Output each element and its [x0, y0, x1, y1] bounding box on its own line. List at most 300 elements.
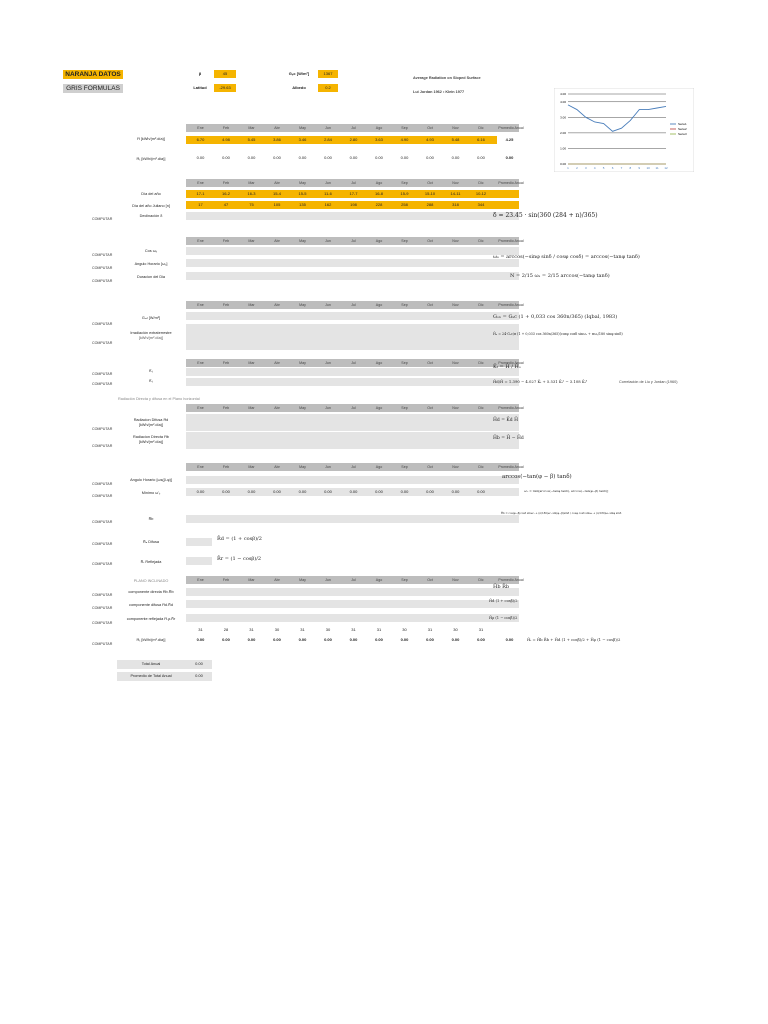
month-value-cell: 31: [427, 627, 433, 632]
month-value-cell: 3.63: [375, 137, 383, 142]
month-value-cell: 0.00: [273, 489, 281, 494]
month-header-jul: Jul: [351, 406, 356, 410]
month-header-oct: Oct: [427, 406, 433, 410]
month-header-dic: Dic: [478, 181, 484, 185]
hd-correlation-formula: H̄d/H̄ = 1.390 − 4.027 K̄ₜ + 5.531 K̄ₜ² − 3.108 K̄ₜ³: [493, 379, 588, 384]
month-header-jul: Jul: [351, 239, 356, 243]
ws-formula: ωₛ = arccos(−sinφ sinδ / cosφ cosδ) = arccos(−tanφ tanδ): [493, 254, 640, 260]
month-header-row-7: [186, 463, 524, 471]
month-value-cell: 0.00: [451, 489, 460, 494]
angulo-beta-row: [186, 476, 519, 484]
computar-label: COMPUTAR: [92, 279, 113, 283]
month-value-cell: 0.00: [196, 155, 205, 160]
rb-row: [186, 515, 519, 523]
componente-reflejada-label: componente reflejada H̄.ρ.R̄r: [126, 617, 176, 621]
gon-row: [186, 312, 519, 320]
month-value-cell: 0.00: [298, 637, 307, 642]
computar-label: COMPUTAR: [92, 482, 113, 486]
month-value-cell: 0.00: [247, 489, 256, 494]
beta-label: β: [198, 71, 202, 76]
month-header-jun: Jun: [325, 406, 331, 410]
month-value-cell: 0.00: [298, 489, 307, 494]
rd-cell: [186, 538, 212, 546]
month-header-abr: Abr: [274, 181, 280, 185]
month-value-cell: 288: [426, 202, 434, 207]
kt-formula: K̄ₜ = H̄ / H̄ₒ: [493, 364, 521, 370]
x-tick-label: 6: [611, 166, 614, 170]
correlation-note: Correlación de Liu y Jordan (1960): [619, 380, 678, 384]
month-value-cell: 0.00: [451, 637, 460, 642]
month-header-jun: Jun: [325, 239, 331, 243]
computar-label: COMPUTAR: [92, 253, 113, 257]
month-header-dic: Dic: [478, 126, 484, 130]
month-value-cell: 4.93: [426, 137, 434, 142]
cos-ws-row: [186, 247, 519, 255]
month-header-oct: Oct: [427, 303, 433, 307]
declinacion-label: Declinación δ: [139, 214, 163, 218]
radiacion-horizontal-title: Radiación Directa y difusa en el Plano horizontal: [118, 397, 200, 401]
month-header-ago: Ago: [375, 578, 383, 582]
month-header-mar: Mar: [248, 361, 255, 365]
month-header-may: May: [299, 406, 306, 410]
componente-reflejada-row: [186, 614, 519, 622]
month-header-feb: Feb: [222, 578, 230, 582]
month-value-cell: 30: [325, 627, 331, 632]
month-value-cell: 0.00: [273, 155, 281, 160]
month-value-cell: 15-10: [424, 191, 436, 196]
month-header-sep: Sep: [401, 406, 408, 410]
month-value-cell: 6.70: [196, 137, 205, 142]
month-header-ene: Ene: [197, 239, 204, 243]
month-header-mar: Mar: [248, 406, 255, 410]
month-value-cell: 135: [299, 202, 306, 207]
irradiacion-row: [186, 324, 519, 350]
month-value-cell: 4.90: [400, 137, 409, 142]
angulo-beta-label: Angulo Horario [ωs(β-φ)]: [130, 478, 172, 482]
minimo-ws-row: [186, 488, 519, 496]
computar-label: COMPUTAR: [92, 266, 113, 270]
month-header-sep: Sep: [401, 303, 408, 307]
month-value-cell: 0.00: [222, 489, 230, 494]
componente-difusa-label: componente difusa H̄d.R̄d: [129, 603, 173, 607]
month-header-jun: Jun: [325, 181, 331, 185]
month-header-nov: Nov: [452, 303, 459, 307]
rd-label: R̄ₐ Difusa: [143, 540, 159, 544]
month-header-dic: Dic: [478, 578, 484, 582]
kt2-label: K̄ₜ: [149, 379, 153, 383]
difusa-row: [186, 414, 519, 431]
month-header-dic: Dic: [478, 361, 484, 365]
month-header-oct: Oct: [427, 578, 433, 582]
month-header-jul: Jul: [351, 465, 356, 469]
month-value-cell: 15-4: [272, 191, 281, 196]
naranja-datos-label: NARANJA DATOS: [63, 70, 123, 79]
month-value-cell: 344: [477, 202, 485, 207]
month-header-abr: Abr: [274, 361, 280, 365]
computar-label: COMPUTAR: [92, 372, 113, 376]
x-tick-label: 8: [629, 166, 632, 170]
month-value-cell: 31: [351, 627, 356, 632]
componente-directa-label: componente directa H̄b.R̄b: [128, 590, 174, 594]
month-value-cell: 31: [300, 627, 305, 632]
month-header-feb: Feb: [222, 181, 230, 185]
month-value-cell: 30: [274, 627, 280, 632]
month-value-cell: 5.48: [451, 137, 460, 142]
declinacion-formula: δ = 23.45 · sin(360 (284 + n)/365): [493, 212, 598, 219]
chart-subtitle: Lui Jordan 1962 • Klein 1977: [413, 90, 465, 94]
computar-label: COMPUTAR: [92, 427, 113, 431]
computar-label: COMPUTAR: [92, 542, 113, 546]
month-header-may: May: [299, 239, 306, 243]
month-value-cell: 16-3: [247, 191, 256, 196]
month-header-abr: Abr: [274, 465, 280, 469]
ht-total-formula: H̄ₜ = H̄b R̄b + H̄d (1 + cosβ)/2 + H̄ρ (1 − cosβ)/2: [527, 637, 621, 642]
month-value-cell: 14-11: [450, 191, 461, 196]
month-value-cell: 258: [401, 202, 408, 207]
month-header-jul: Jul: [351, 181, 356, 185]
month-header-feb: Feb: [222, 239, 230, 243]
month-header-jun: Jun: [325, 361, 331, 365]
month-header-may: May: [299, 126, 306, 130]
month-header-ene: Ene: [197, 181, 204, 185]
month-header-abr: Abr: [274, 578, 280, 582]
month-value-cell: 30: [402, 627, 407, 632]
month-header-mar: Mar: [248, 239, 255, 243]
y-tick-label: 4.00: [560, 92, 566, 96]
month-value-cell: 0.00: [196, 637, 205, 642]
month-header-ago: Ago: [375, 126, 383, 130]
hr-component-formula: H̄ρ (1 − cosβ)/2: [489, 616, 518, 620]
month-header-mar: Mar: [248, 181, 255, 185]
dia-juliano-label: Día del año Juliano [n]: [132, 204, 170, 208]
componente-directa-row: [186, 588, 519, 596]
promedio-total-value: 0.00: [195, 673, 203, 678]
hd-formula: H̄d = K̄d H̄: [493, 418, 519, 423]
gon-formula: Gₒₙ = Gₛc (1 + 0,033 cos 360n/365) (Iqbal, 1983): [493, 314, 618, 320]
ht-inclinado-row: [186, 636, 519, 644]
computar-label: COMPUTAR: [92, 382, 113, 386]
month-header-jun: Jun: [325, 126, 331, 130]
arccos-formula: arccos(−tan(φ − β) tanδ): [502, 474, 572, 480]
month-value-cell: 17-1: [196, 191, 205, 196]
month-header-ago: Ago: [375, 181, 383, 185]
n-formula: N = 2/15 ωₛ = 2/15 arccos(−tanφ tanδ): [510, 273, 610, 279]
computar-label: COMPUTAR: [92, 494, 113, 498]
y-tick-label: 4.00: [560, 99, 566, 104]
directa-unit: [kWh/(m².día)]: [138, 440, 164, 444]
x-tick-label: 2: [576, 166, 578, 170]
month-header-dic: Dic: [478, 465, 484, 469]
month-value-cell: 2.84: [324, 137, 332, 142]
month-header-ene: Ene: [197, 361, 204, 365]
month-header-ago: Ago: [375, 465, 383, 469]
computar-label: COMPUTAR: [92, 606, 113, 610]
rb-label: R̄b: [148, 517, 154, 521]
month-value-cell: 228: [375, 202, 383, 207]
month-value-cell: 0.00: [477, 489, 485, 494]
month-value-cell: 4.98: [222, 137, 230, 142]
month-header-row-6: [186, 404, 524, 412]
promedio-anual-value: 4.25: [497, 136, 522, 144]
month-value-cell: 0.00: [196, 489, 205, 494]
month-value-cell: 0.00: [426, 489, 434, 494]
month-value-cell: 10-12: [475, 191, 487, 196]
month-value-cell: 47: [223, 202, 229, 207]
month-value-cell: 0.00: [426, 155, 434, 160]
latitud-label: Latitud: [193, 85, 207, 90]
radiation-line-chart: [554, 88, 694, 172]
month-header-feb: Feb: [222, 406, 230, 410]
month-header-nov: Nov: [452, 181, 459, 185]
chart-title: Average Radiation on Sloped Surface: [413, 76, 481, 80]
month-value-cell: 0.00: [247, 637, 256, 642]
month-header-may: May: [299, 578, 306, 582]
irradiacion-unit: [kWh/(m².día)]: [138, 336, 164, 340]
x-tick-label: 10: [646, 166, 650, 170]
month-header-row-2: [186, 179, 524, 187]
month-value-cell: 15-5: [298, 191, 307, 196]
month-header-dic: Dic: [478, 303, 484, 307]
x-tick-label: 9: [638, 166, 641, 170]
ht-inclinado-label: H̄ₜ [kWh/(m².día)]: [136, 638, 166, 642]
computar-label: COMPUTAR: [92, 593, 113, 597]
month-value-cell: 31: [478, 627, 484, 632]
computar-label: COMPUTAR: [92, 444, 113, 448]
month-header-jul: Jul: [351, 126, 356, 130]
ht-bar-row: [186, 154, 519, 162]
month-header-ago: Ago: [375, 303, 383, 307]
rd-formula: R̄d = (1 + cosβ)/2: [217, 536, 262, 542]
total-anual-label: Total Anual: [141, 662, 161, 666]
month-header-nov: Nov: [452, 465, 459, 469]
month-value-cell: 31: [198, 627, 203, 632]
month-header-mar: Mar: [248, 303, 255, 307]
month-header-mar: Mar: [248, 578, 255, 582]
days-per-month-row: [186, 626, 519, 634]
promedio-anual-header: Promedio Anual: [498, 361, 524, 365]
month-header-ene: Ene: [197, 126, 204, 130]
albedo-value[interactable]: 0.2: [318, 84, 338, 92]
difusa-label: Radiacion Difusa H̄d: [133, 418, 169, 422]
month-header-jun: Jun: [325, 303, 331, 307]
month-value-cell: 0.00: [375, 637, 383, 642]
promedio-anual-header: Promedio Anual: [498, 239, 524, 243]
x-tick-label: 4: [593, 166, 596, 170]
month-value-cell: 3.46: [298, 137, 307, 142]
month-header-row: [186, 124, 524, 132]
x-tick-label: 11: [655, 166, 659, 170]
month-value-cell: 17: [198, 202, 203, 207]
month-header-abr: Abr: [274, 406, 280, 410]
month-header-nov: Nov: [452, 406, 459, 410]
x-tick-label: 12: [664, 166, 668, 170]
month-header-feb: Feb: [222, 126, 230, 130]
month-value-cell: 0.00: [349, 637, 358, 642]
month-header-mar: Mar: [248, 126, 255, 130]
month-value-cell: 0.00: [273, 637, 281, 642]
promedio-anual-header: Promedio Anual: [498, 406, 524, 410]
h-bar-label: H̄ [kWh/(m².día)]: [137, 137, 165, 141]
month-header-dic: Dic: [478, 406, 484, 410]
month-value-cell: 0.00: [247, 155, 256, 160]
promedio-anual-header: Promedio Anual: [498, 578, 524, 582]
albedo-label: Albedo: [292, 85, 306, 90]
month-header-abr: Abr: [274, 303, 280, 307]
month-value-cell: 0.00: [222, 637, 230, 642]
month-value-cell: 0.00: [426, 637, 434, 642]
difusa-unit: [kWh/(m².día)]: [138, 423, 164, 427]
month-value-cell: 318: [452, 202, 459, 207]
x-tick-label: 3: [584, 166, 587, 170]
ht-bar-label: H̄ₜ [kWh/(m².día)]: [136, 157, 166, 161]
kt2-row: [186, 378, 519, 386]
month-value-cell: 198: [350, 202, 357, 207]
month-header-feb: Feb: [222, 303, 230, 307]
computar-label: COMPUTAR: [92, 621, 113, 625]
angulo-horario-row: [186, 259, 519, 267]
month-value-cell: 0.00: [477, 637, 485, 642]
month-value-cell: 0.00: [222, 155, 230, 160]
dia-juliano-row: [186, 201, 519, 209]
month-header-oct: Oct: [427, 126, 433, 130]
rr-formula: R̄r = (1 − cosβ)/2: [217, 556, 262, 562]
month-header-row-3: [186, 237, 524, 245]
month-header-nov: Nov: [452, 578, 459, 582]
month-header-ene: Ene: [197, 465, 204, 469]
month-header-jun: Jun: [325, 578, 331, 582]
month-header-ago: Ago: [375, 239, 383, 243]
month-value-cell: 31: [376, 627, 382, 632]
month-value-cell: 16-8: [374, 191, 383, 196]
total-anual-value: 0.00: [195, 661, 203, 666]
month-header-sep: Sep: [401, 239, 408, 243]
gsc-value[interactable]: 1367: [318, 70, 338, 78]
month-value-cell: 0.00: [375, 155, 383, 160]
month-header-oct: Oct: [427, 239, 433, 243]
month-value-cell: 28: [223, 627, 229, 632]
y-tick-label: 3.00: [560, 115, 566, 120]
rb-formula: R̄b = cos(φ−β)cosδ sinω'ₛ + (π/180)ω'ₛ sin(φ−β)sinδ / cosφ cosδ sinωₛ + (π/180)ωₛ sinφ sinδ: [501, 512, 622, 515]
month-value-cell: 0.00: [477, 155, 485, 160]
componente-difusa-row: [186, 600, 519, 608]
month-value-cell: 0.00: [324, 637, 332, 642]
legend-label: Serie1: [678, 122, 687, 126]
month-value-cell: 75: [249, 202, 254, 207]
ho-formula: H̄ₒ = 24·Gₛc/π (1 + 0,033 cos 360n/365)(cosφ cosδ sinωₛ + πωₛ/180 sinφ sinδ): [493, 332, 623, 336]
month-header-sep: Sep: [401, 181, 408, 185]
month-header-sep: Sep: [401, 578, 408, 582]
month-value-cell: 0.00: [298, 155, 307, 160]
month-value-cell: 17-7: [349, 191, 358, 196]
month-header-may: May: [299, 303, 306, 307]
month-header-sep: Sep: [401, 126, 408, 130]
duracion-dia-label: Duracion del Dia: [136, 275, 166, 279]
hd-component-formula: H̄d (1 + cosβ)/2: [489, 599, 518, 603]
dia-del-ano-row: [186, 190, 519, 198]
month-value-cell: 0.00: [324, 489, 332, 494]
month-header-abr: Abr: [274, 126, 280, 130]
latitud-value[interactable]: -29.63: [214, 84, 236, 92]
promedio-anual-header: Promedio Anual: [498, 181, 524, 185]
h-bar-row: [186, 136, 519, 144]
month-header-ago: Ago: [375, 406, 383, 410]
computar-label: COMPUTAR: [92, 642, 113, 646]
month-value-cell: 31: [249, 627, 254, 632]
month-value-cell: 0.00: [400, 637, 409, 642]
month-value-cell: 0.00: [400, 155, 409, 160]
computar-label: COMPUTAR: [92, 562, 113, 566]
month-value-cell: 0.00: [324, 155, 332, 160]
month-value-cell: 5.45: [247, 137, 256, 142]
month-header-row-10: [186, 576, 524, 584]
month-value-cell: 162: [324, 202, 332, 207]
rr-label: R̄ᵣ Reflejada: [140, 560, 162, 564]
computar-label: COMPUTAR: [92, 341, 113, 345]
month-header-ene: Ene: [197, 303, 204, 307]
month-header-may: May: [299, 361, 306, 365]
month-header-abr: Abr: [274, 239, 280, 243]
directa-label: Radiacion Directa H̄b: [133, 435, 169, 439]
month-header-sep: Sep: [401, 465, 408, 469]
computar-label: COMPUTAR: [92, 322, 113, 326]
x-tick-label: 7: [620, 166, 623, 170]
month-header-oct: Oct: [427, 361, 433, 365]
month-header-mar: Mar: [248, 465, 255, 469]
kt-row: [186, 368, 519, 376]
beta-value[interactable]: 45: [214, 70, 236, 78]
computar-label: COMPUTAR: [92, 520, 113, 524]
month-header-row-4: [186, 301, 524, 309]
month-header-nov: Nov: [452, 126, 459, 130]
month-header-may: May: [299, 465, 306, 469]
rr-cell: [186, 557, 212, 565]
month-value-cell: 0.00: [451, 155, 460, 160]
y-tick-label: 2.00: [560, 130, 566, 135]
promedio-anual-value: 0.00: [497, 636, 522, 644]
x-tick-label: 1: [567, 166, 569, 170]
promedio-total-label: Promedio de Total Anual: [130, 674, 172, 678]
gon-label: Gₒₙ [W/m²]: [141, 316, 161, 320]
month-value-cell: 0.00: [349, 489, 358, 494]
promedio-anual-header: Promedio Anual: [498, 465, 524, 469]
month-header-jul: Jul: [351, 578, 356, 582]
month-header-jun: Jun: [325, 465, 331, 469]
month-value-cell: 0.00: [375, 489, 383, 494]
plano-inclinado-title: PLANO INCLINADO: [133, 579, 169, 583]
hbrb-formula: H̄b R̄b: [493, 584, 510, 590]
month-header-oct: Oct: [427, 465, 433, 469]
irradiacion-label: Irradiación extraterrestre: [130, 331, 172, 335]
month-value-cell: 30: [453, 627, 458, 632]
gris-formulas-label: GRIS FORMULAS: [63, 84, 123, 93]
month-value-cell: 3.86: [273, 137, 281, 142]
hb-formula: H̄b = H̄ − H̄d: [493, 436, 524, 441]
month-value-cell: 15-9: [400, 191, 409, 196]
promedio-anual-header: Promedio Anual: [498, 126, 524, 130]
legend-label: Serie2: [678, 127, 687, 131]
month-value-cell: 0.00: [349, 155, 358, 160]
declinacion-row: [186, 212, 519, 220]
month-header-ene: Ene: [197, 578, 204, 582]
month-header-ago: Ago: [375, 361, 383, 365]
promedio-anual-value: 0.00: [497, 154, 522, 162]
month-value-cell: 16-2: [221, 191, 230, 196]
minimo-ws-label: Mínimo ω'ₛ: [141, 491, 161, 495]
legend-label: Serie3: [678, 132, 687, 136]
month-header-sep: Sep: [401, 361, 408, 365]
dia-del-ano-label: Día del año: [141, 192, 161, 196]
angulo-horario-label: Angulo Horario [ωₛ]: [134, 262, 168, 266]
